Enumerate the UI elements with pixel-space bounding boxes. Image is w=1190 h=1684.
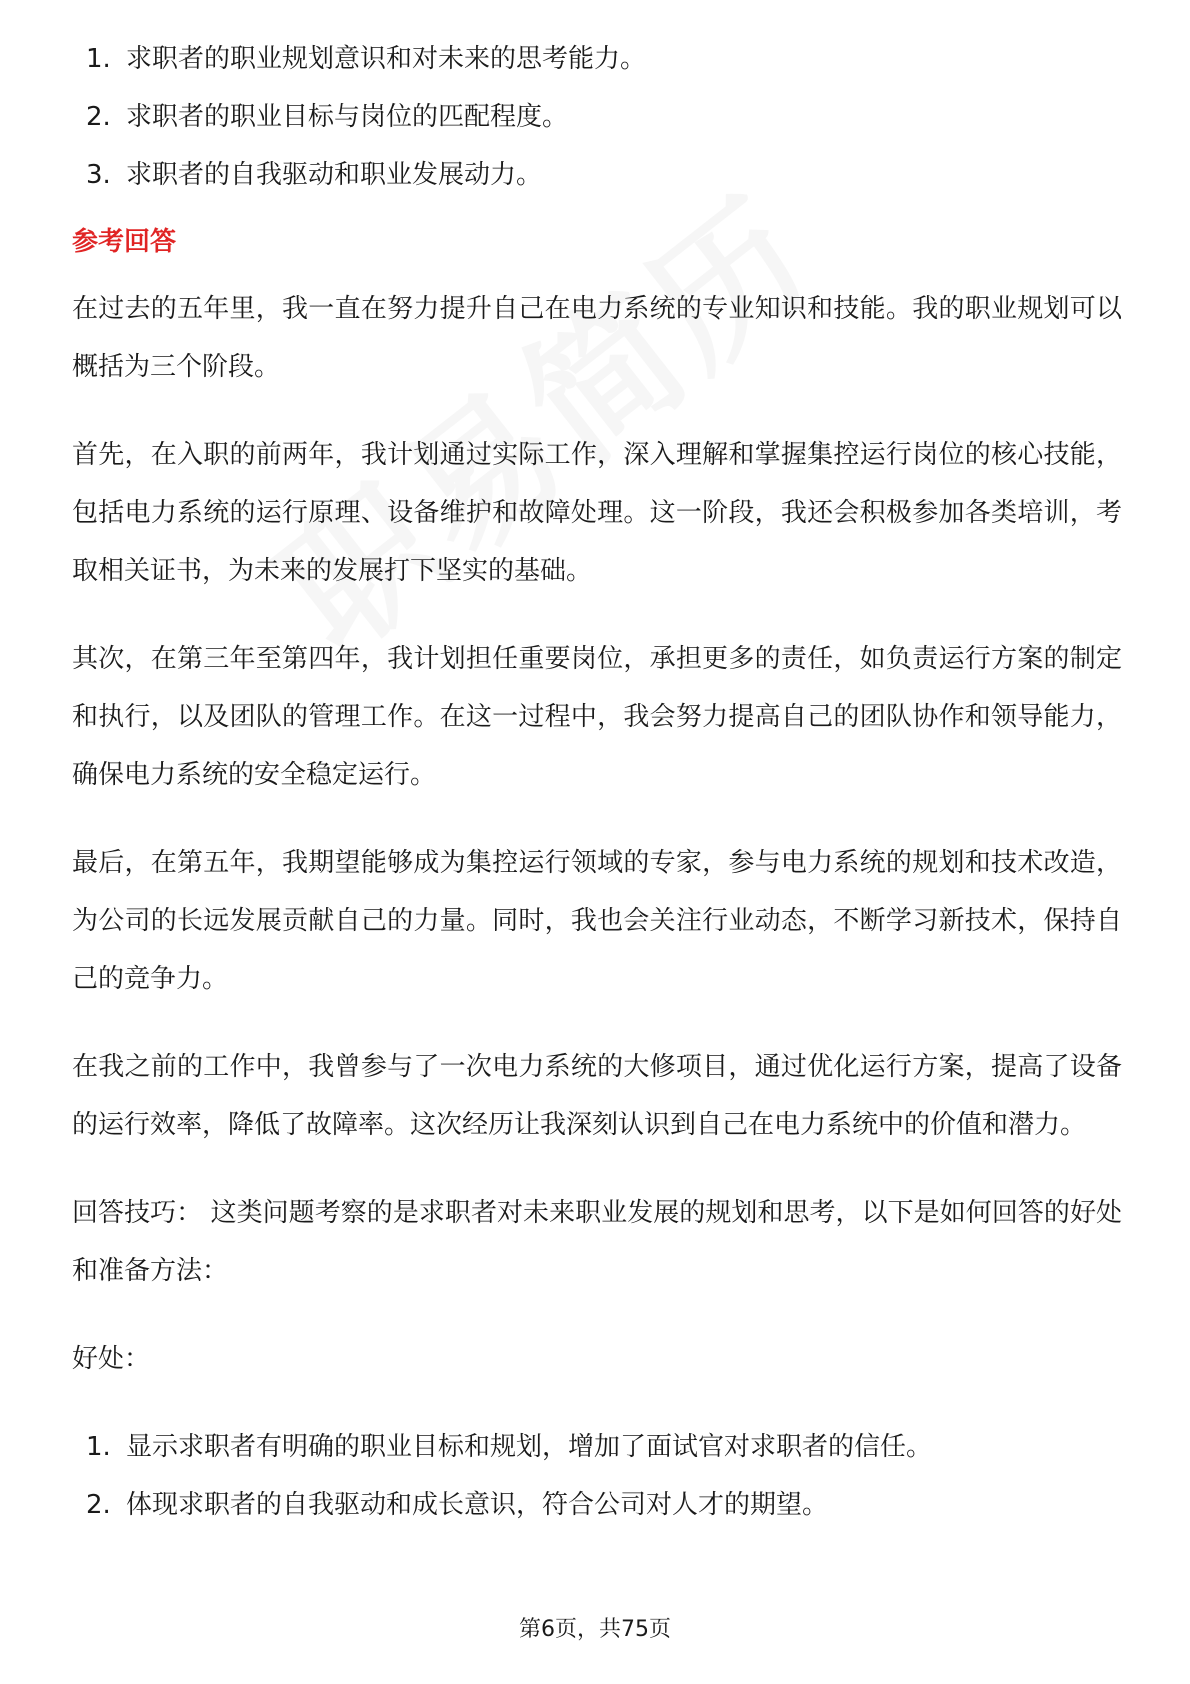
paragraph: 首先，在入职的前两年，我计划通过实际工作，深入理解和掌握集控运行岗位的核心技能，包括电力系统的运行原理、设备维护和故障处理。这一阶段，我还会积极参加各类培训，考取相关证书，为未来的发展打下坚实的基础。 bbox=[72, 440, 1122, 586]
list-item bbox=[72, 146, 1122, 204]
paragraph: 在我之前的工作中，我曾参与了一次电力系统的大修项目，通过优化运行方案，提高了设备的运行效率，降低了故障率。这次经历让我深刻认识到自己在电力系统中的价值和潜力。 bbox=[72, 1052, 1122, 1140]
list-text: 求职者的职业目标与岗位的匹配程度。 bbox=[126, 102, 569, 132]
content bbox=[72, 40, 1122, 1534]
list-item bbox=[72, 30, 1122, 88]
paragraph: 其次，在第三年至第四年，我计划担任重要岗位，承担更多的责任，如负责运行方案的制定和执行，以及团队的管理工作。在这一过程中，我会努力提高自己的团队协作和领导能力，确保电力系统的安全稳定运行。 bbox=[72, 644, 1122, 790]
list-number: 2. bbox=[86, 102, 111, 132]
list-item bbox=[72, 1418, 1122, 1476]
paragraph: 最后，在第五年，我期望能够成为集控运行领域的专家，参与电力系统的规划和技术改造，为公司的长远发展贡献自己的力量。同时，我也会关注行业动态，不断学习新技术，保持自己的竞争力。 bbox=[72, 848, 1122, 994]
list-number: 1. bbox=[86, 1432, 111, 1462]
list-text: 求职者的自我驱动和职业发展动力。 bbox=[126, 160, 543, 190]
criteria-list bbox=[72, 30, 1122, 204]
benefits-list bbox=[72, 1418, 1122, 1534]
list-text: 显示求职者有明确的职业目标和规划，增加了面试官对求职者的信任。 bbox=[126, 1432, 933, 1462]
list-number: 1. bbox=[86, 44, 111, 74]
page-footer: 第6页，共75页 bbox=[519, 1617, 671, 1642]
benefits-label: 好处： bbox=[72, 1344, 151, 1374]
paragraph: 在过去的五年里，我一直在努力提升自己在电力系统的专业知识和技能。我的职业规划可以概括为三个阶段。 bbox=[72, 294, 1122, 382]
list-text: 体现求职者的自我驱动和成长意识，符合公司对人才的期望。 bbox=[126, 1490, 829, 1520]
list-text: 求职者的职业规划意识和对未来的思考能力。 bbox=[126, 44, 647, 74]
answer-tips-paragraph: 回答技巧： 这类问题考察的是求职者对未来职业发展的规划和思考，以下是如何回答的好处和准备方法： bbox=[72, 1198, 1122, 1286]
list-number: 2. bbox=[86, 1490, 111, 1520]
list-item bbox=[72, 88, 1122, 146]
list-item bbox=[72, 1476, 1122, 1534]
section-heading: 参考回答 bbox=[72, 227, 177, 257]
list-number: 3. bbox=[86, 160, 111, 190]
